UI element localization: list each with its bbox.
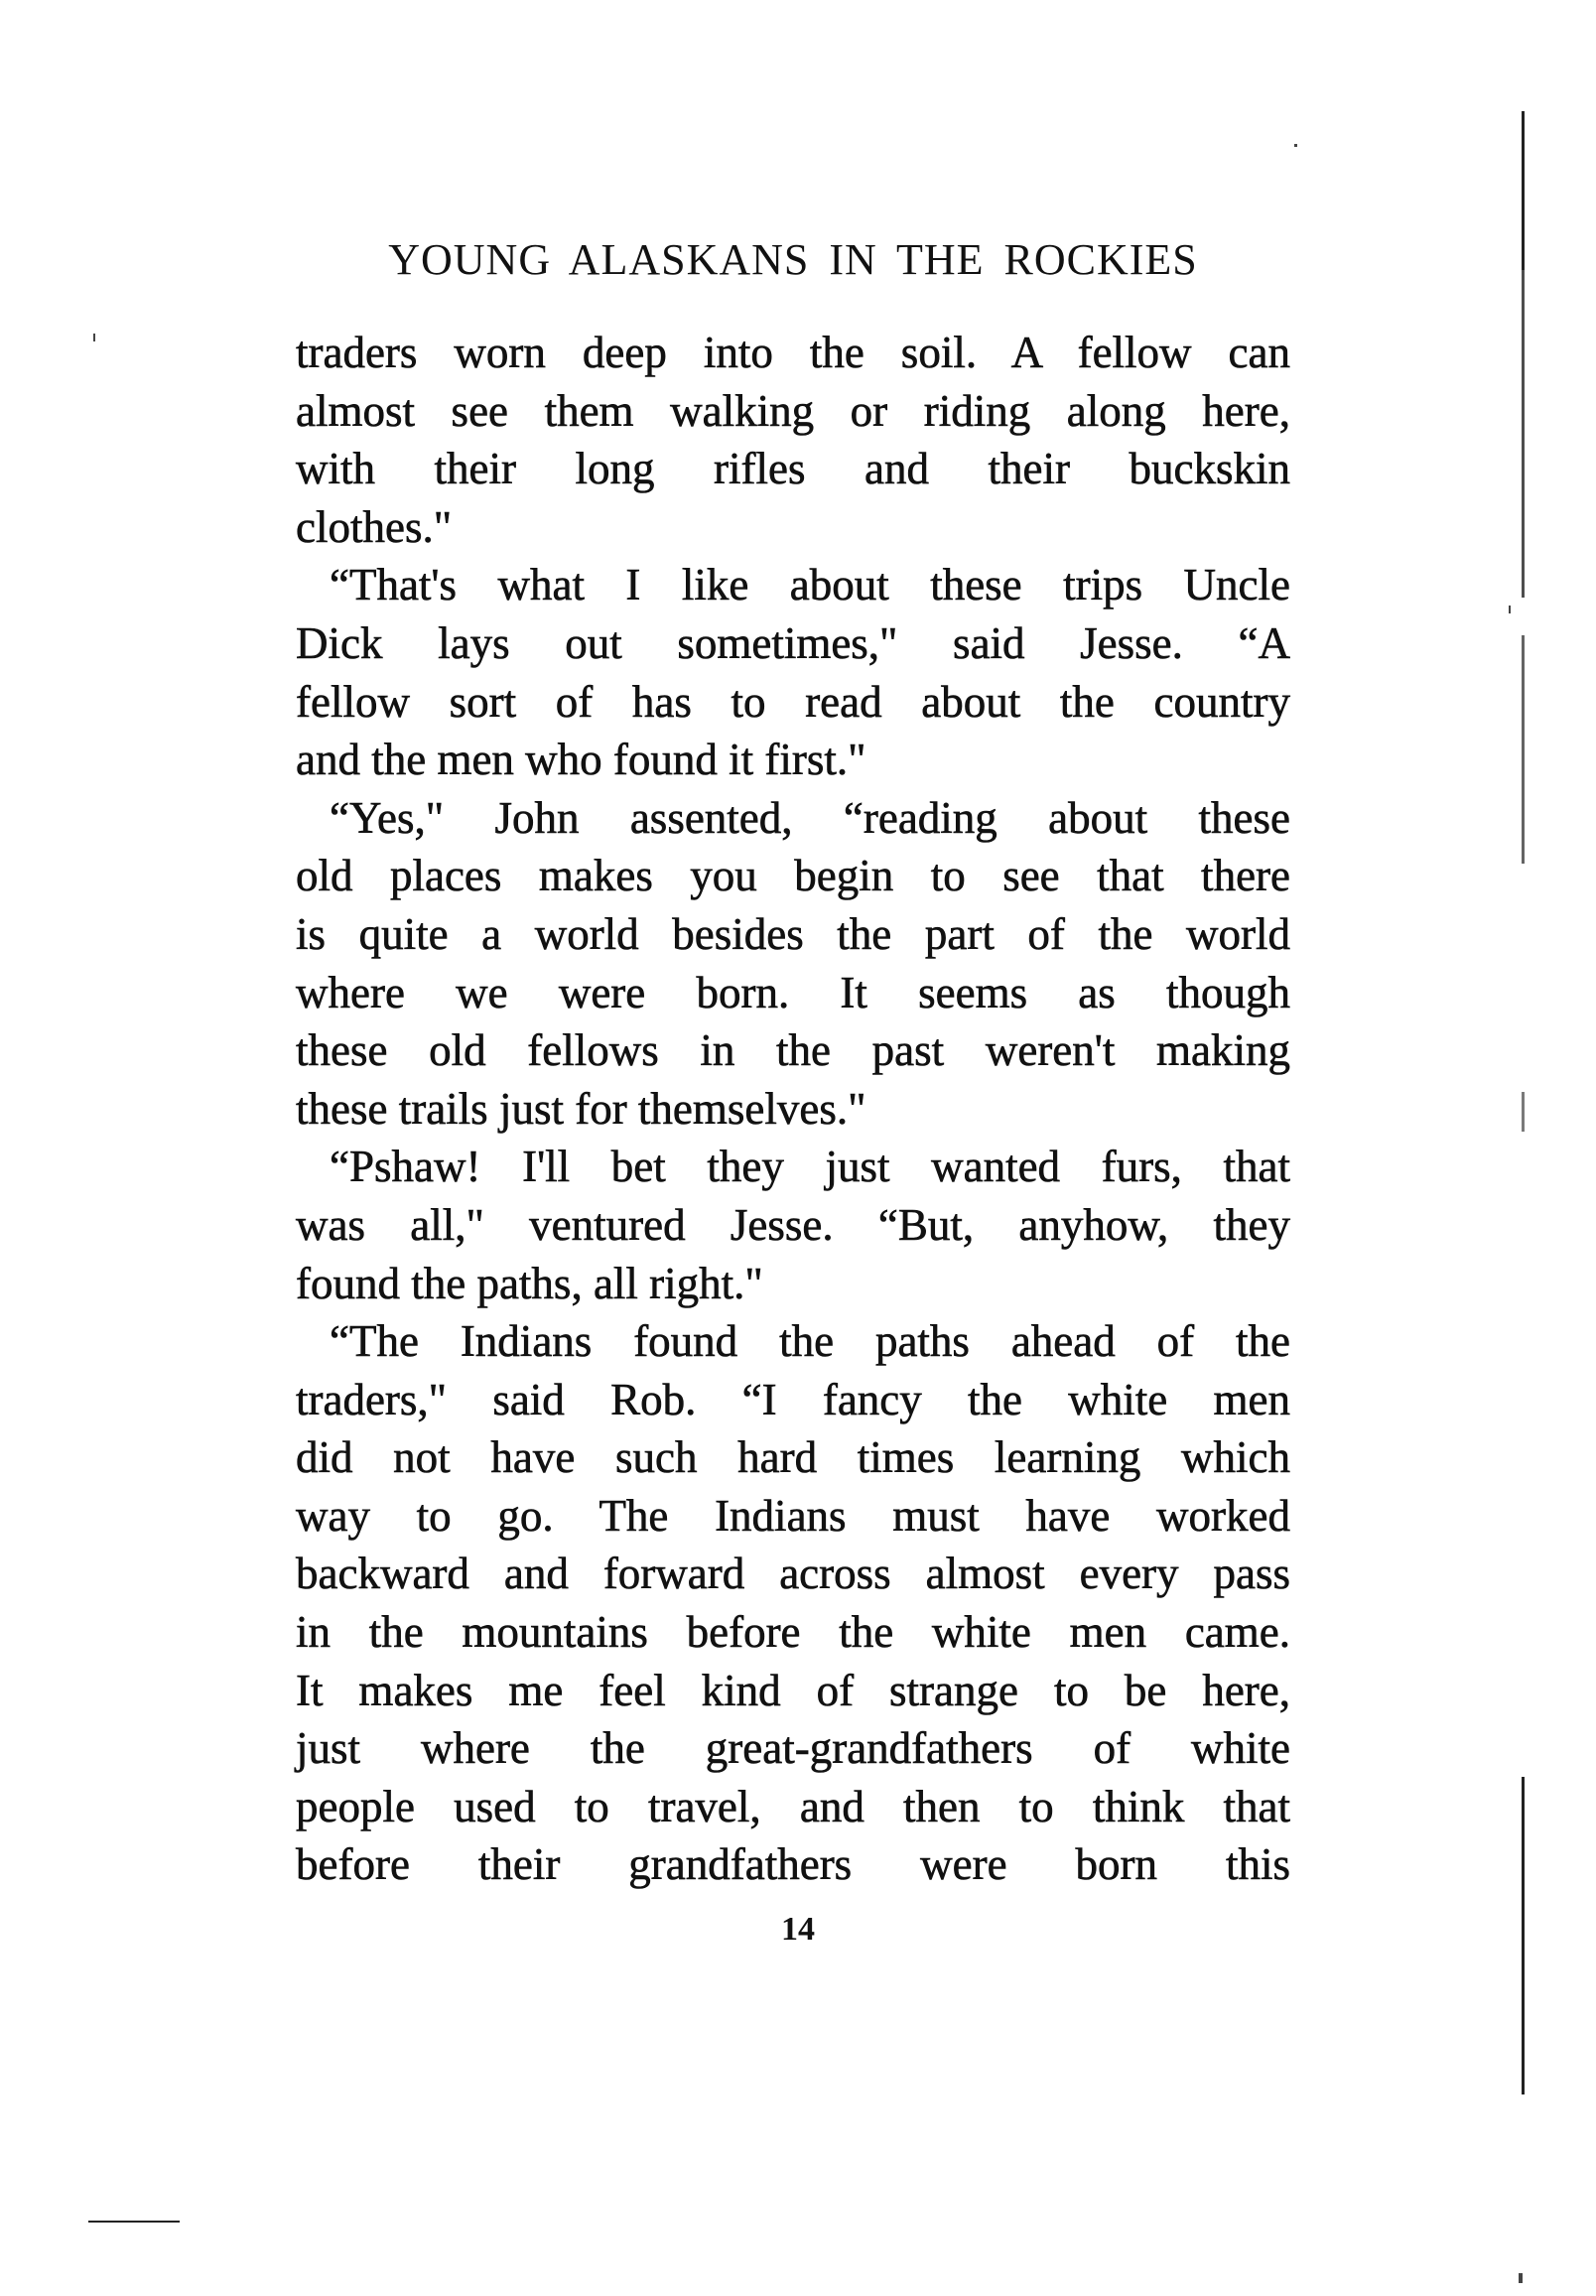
text-line: almost see them walking or riding along here, xyxy=(296,385,1290,436)
text-line: these trails just for themselves." xyxy=(296,1083,866,1134)
scan-edge-line xyxy=(1522,270,1525,598)
scan-speck xyxy=(1519,2273,1523,2283)
scan-speck xyxy=(1509,606,1511,613)
text-line: “Pshaw! I'll bet they just wanted furs, that xyxy=(330,1142,1290,1192)
scan-edge-line xyxy=(1522,1092,1525,1132)
text-line: “That's what I like about these trips Uncle xyxy=(330,560,1290,610)
text-line: It makes me feel kind of strange to be here, xyxy=(296,1665,1290,1715)
text-line: in the mountains before the white men came. xyxy=(296,1607,1290,1658)
text-line: was all," ventured Jesse. “But, anyhow, they xyxy=(296,1199,1290,1250)
text-line: just where the great-grandfathers of white xyxy=(296,1723,1290,1774)
page-body-text xyxy=(296,324,1290,1894)
text-line: “The Indians found the paths ahead of the xyxy=(330,1316,1290,1367)
text-line: and the men who found it first." xyxy=(296,735,866,785)
text-line: traders worn deep into the soil. A fellow can xyxy=(296,328,1290,377)
text-line: where we were born. It seems as though xyxy=(296,967,1290,1017)
scan-speck xyxy=(93,334,95,341)
text-line: people used to travel, and then to think that xyxy=(296,1781,1290,1831)
text-line: before their grandfathers were born this xyxy=(296,1839,1290,1890)
text-line: backward and forward across almost every pass xyxy=(296,1549,1290,1599)
text-line: these old fellows in the past weren't making xyxy=(296,1025,1290,1076)
text-line: fellow sort of has to read about the country xyxy=(296,676,1290,727)
text-line: “Yes," John assented, “reading about these xyxy=(330,792,1290,843)
running-head: YOUNG ALASKANS IN THE ROCKIES xyxy=(388,235,1198,284)
page-number: 14 xyxy=(781,1911,815,1948)
scan-edge-line xyxy=(1522,1777,1525,2094)
scan-speck xyxy=(1294,144,1297,147)
text-line: Dick lays out sometimes," said Jesse. “A xyxy=(296,617,1290,668)
scan-bottom-rule xyxy=(88,2221,180,2223)
scan-edge-line xyxy=(1522,111,1525,270)
text-line: traders," said Rob. “I fancy the white men xyxy=(296,1374,1290,1424)
text-line: found the paths, all right." xyxy=(296,1258,763,1308)
text-line: clothes." xyxy=(296,501,453,552)
text-line: with their long rifles and their buckskin xyxy=(296,444,1290,494)
text-line: did not have such hard times learning which xyxy=(296,1432,1290,1483)
text-line: is quite a world besides the part of the world xyxy=(296,908,1290,959)
text-line: way to go. The Indians must have worked xyxy=(296,1490,1290,1541)
scan-edge-line xyxy=(1522,635,1525,864)
text-line: old places makes you begin to see that there xyxy=(296,851,1290,901)
